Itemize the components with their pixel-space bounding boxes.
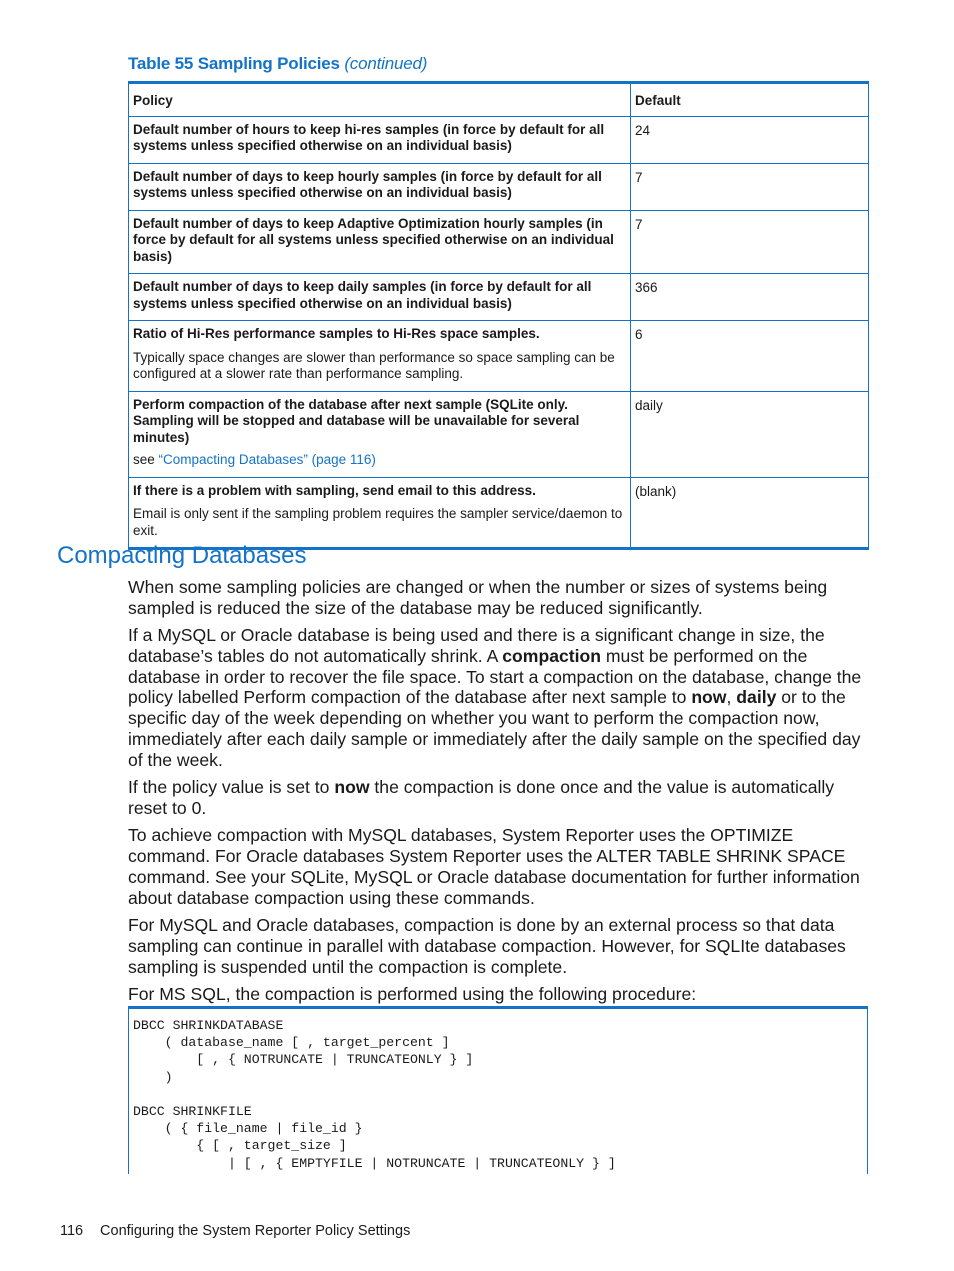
table-row [129, 163, 869, 210]
header-default: Default [631, 83, 869, 117]
policy-text: Perform compaction of the database after next sample (SQLite only. Sampling will be stopped and database will be unavailable for several minutes) [133, 396, 580, 445]
default-cell: 24 [631, 116, 869, 163]
see-prefix: see [133, 452, 155, 467]
policy-cell: Default number of days to keep Adaptive Optimization hourly samples (in force by default for all systems unless specified otherwise on an individual basis) [129, 210, 631, 274]
table-header-row [129, 83, 869, 117]
code-text: DBCC SHRINKDATABASE ( database_name [ , target_percent ] [ , { NOTRUNCATE | TRUNCATEONLY } ] ) DBCC SHRINKFILE ( { file_name | file_id } { [ , target_size ] | [ , { EMPTYFILE | NOTRUNCATE | TRUNCATEONLY } ] [133, 1018, 616, 1171]
chapter-title: Configuring the System Reporter Policy Settings [100, 1223, 411, 1239]
policy-cell [129, 391, 631, 477]
text-run: must be performed on the database in order to recover the file space. To start a compaction on the database, change the policy labelled Perform compaction of the database after next sample to [128, 645, 862, 708]
table-caption [128, 54, 427, 74]
table-row [129, 321, 869, 392]
table-row [129, 210, 869, 274]
paragraph [128, 777, 870, 819]
text-run: If the policy value is set to [128, 777, 335, 798]
table-row [129, 477, 869, 549]
text-run: the compaction is done once and the value is automatically reset to 0. [128, 777, 835, 818]
compacting-databases-link[interactable]: “Compacting Databases” (page 116) [158, 452, 376, 467]
policy-text: Ratio of Hi-Res performance samples to Hi-Res space samples. [133, 326, 540, 341]
paragraph: To achieve compaction with MySQL databases, System Reporter uses the OPTIMIZE command. For Oracle databases System Reporter uses the ALTER TABLE SHRINK SPACE command. See your SQLite, MySQL or Oracle database documentation for further information about database compaction using these commands. [128, 825, 860, 908]
policy-note: Email is only sent if the sampling problem requires the sampler service/daemon to exit. [133, 506, 623, 538]
bold-term: daily [736, 687, 777, 708]
policy-note: Typically space changes are slower than performance so space sampling can be configured at a slower rate than performance sampling. [133, 349, 615, 381]
text-run: If a MySQL or Oracle database is being used and there is a significant change in size, the database’s tables do not automatically shrink. A [128, 625, 825, 666]
page-number: 116 [60, 1223, 84, 1239]
default-cell: 6 [631, 321, 869, 392]
sampling-policies-table [128, 81, 869, 550]
paragraph [128, 625, 870, 771]
policy-text: If there is a problem with sampling, send email to this address. [133, 482, 536, 498]
table-row [129, 274, 869, 321]
see-reference [133, 452, 626, 469]
table-caption-continued: (continued) [344, 54, 428, 73]
bold-term: now [334, 777, 370, 798]
policy-cell: Default number of days to keep hourly samples (in force by default for all systems unless specified otherwise on an individual basis) [129, 163, 631, 210]
table-row [129, 116, 869, 163]
paragraph: For MS SQL, the compaction is performed using the following procedure: [128, 983, 697, 1004]
header-policy: Policy [129, 83, 631, 117]
default-cell: (blank) [631, 477, 869, 549]
default-cell: 366 [631, 274, 869, 321]
section-heading: Compacting Databases [57, 542, 307, 569]
text-run: , [726, 687, 737, 708]
section-body [128, 577, 870, 1011]
text-run: or to the specific day of the week depending on whether you want to perform the compaction now, immediately after each daily sample or immediately after the daily sample on the specified day of the week. [128, 687, 861, 770]
default-cell: 7 [631, 210, 869, 274]
page-footer [60, 1223, 410, 1239]
bold-term: compaction [502, 645, 601, 666]
paragraph: For MySQL and Oracle databases, compaction is done by an external process so that data sampling can continue in parallel with database compaction. However, for SQLIte databases sampling is suspended until the compaction is complete. [128, 914, 846, 977]
policy-cell: Default number of hours to keep hi-res samples (in force by default for all systems unless specified otherwise on an individual basis) [129, 116, 631, 163]
policy-cell: Default number of days to keep daily samples (in force by default for all systems unless specified otherwise on an individual basis) [129, 274, 631, 321]
default-cell: 7 [631, 163, 869, 210]
bold-term: now [691, 687, 727, 708]
table-row [129, 391, 869, 477]
code-block [128, 1006, 868, 1174]
paragraph: When some sampling policies are changed or when the number or sizes of systems being sampled is reduced the size of the database may be reduced significantly. [128, 577, 828, 618]
policy-cell [129, 321, 631, 392]
default-cell: daily [631, 391, 869, 477]
policy-cell [129, 477, 631, 549]
table-caption-title: Table 55 Sampling Policies [128, 54, 340, 73]
